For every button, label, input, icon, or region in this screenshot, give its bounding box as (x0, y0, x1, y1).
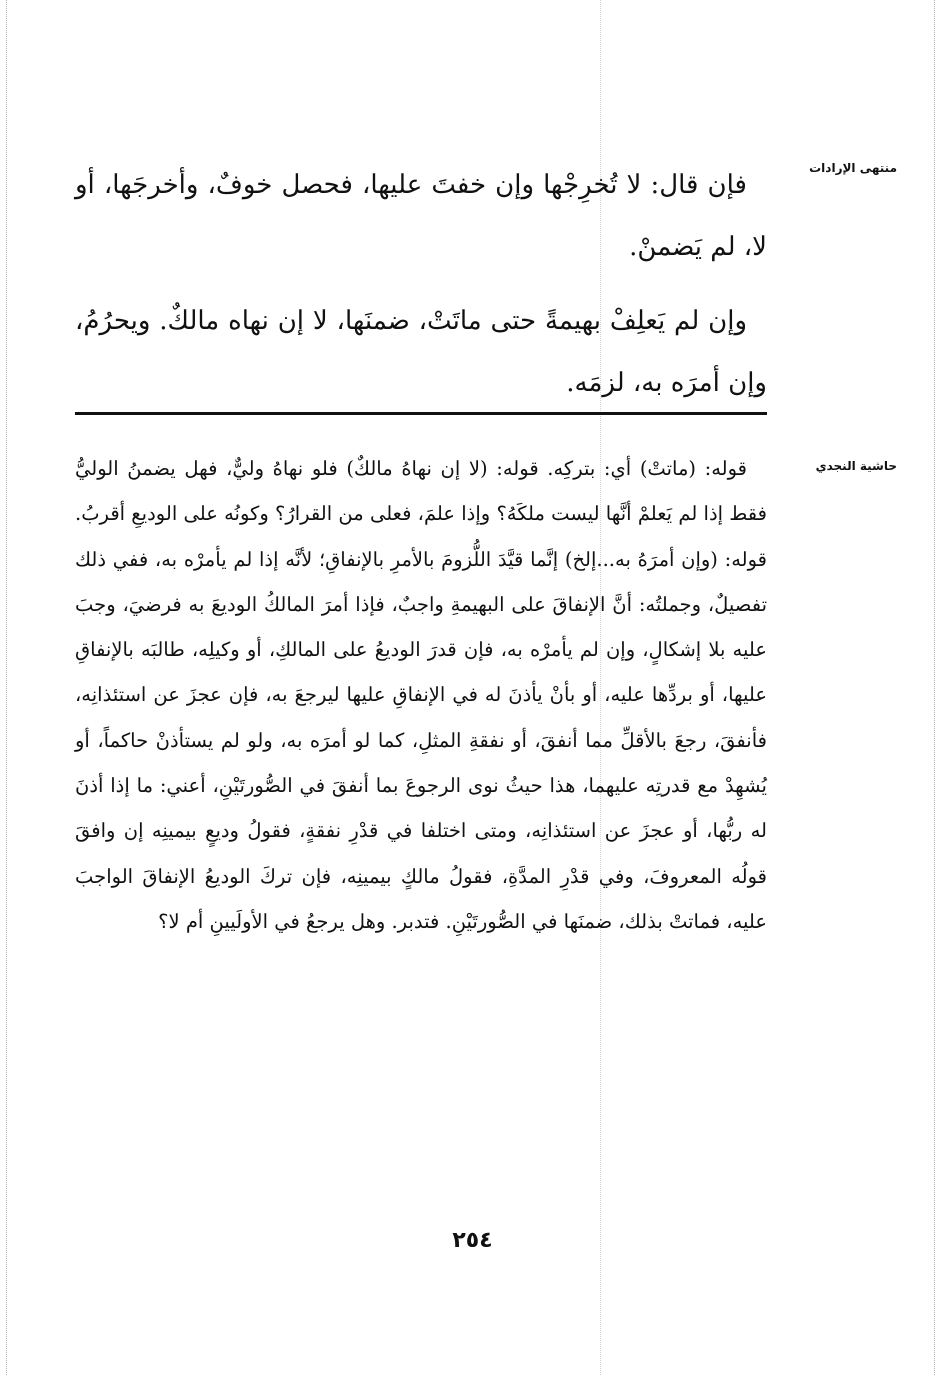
main-text-paragraph-2 (75, 290, 767, 414)
main-paragraph-1-text: فإن قال: لا تُخرِجْها وإن خفتَ عليها، فحصل خوفٌ، وأخرجَها، أو لا، لم يَضمنْ. (75, 170, 767, 262)
main-text-paragraph-1 (75, 154, 767, 278)
separator-rule (75, 412, 767, 415)
scan-edge-left (6, 0, 7, 1375)
main-paragraph-2-text: وإن لم يَعلِفْ بهيمةً حتى ماتَتْ، ضمنَها، لا إن نهاه مالكٌ. ويحرُمُ، وإن أمرَه به، لزمَه. (75, 306, 767, 398)
page-number: ٢٥٤ (452, 1228, 493, 1253)
commentary-label: حاشية النجدي (815, 459, 897, 473)
commentary-text: قوله: (ماتتْ) أي: بتركِه. قوله: (لا إن نهاهُ مالكٌ) فلو نهاهُ وليٌّ، فهل يضمنُ الوليُّ فقط إذا لم يَعلمْ أنَّها ليست ملكَهُ؟ وإذا علمَ، فعلى من القرارُ؟ وكونُه على الوديعِ أقربُ. قوله: (وإن أمرَهُ به...إلخ) إنَّما قيَّدَ اللُّزومَ بالأمرِ بالإنفاقِ؛ لأنَّه إذا لم يأمرْه به، ففي ذلك تفصيلٌ، وجملتُه: أنَّ الإنفاقَ على البهيمةِ واجبٌ، فإذا أمرَ المالكُ الوديعَ به فرضيَ، وجبَ عليه بلا إشكالٍ، وإن لم يأمرْه به، فإن قدرَ الوديعُ على المالكِ، أو وكيلِه، طالبَه بالإنفاقِ عليها، أو بردِّها عليه، أو بأنْ يأذنَ له في الإنفاقِ عليها ليرجعَ به، فإن عجزَ عن استئذانِه، فأنفقَ، رجعَ بالأقلِّ مما أنفقَ، أو نفقةِ المثلِ، كما لو أمرَه به، ولو لم يستأذنْ حاكماً، أو يُشهِدْ مع قدرتِه عليهما، هذا حيثُ نوى الرجوعَ بما أنفقَ في الصُّورتَيْنِ، أعني: ما إذا أذنَ له ربُّها، أو عجزَ عن استئذانِه، ومتى اختلفا في قدْرِ نفقةٍ، فقولُ وديعٍ بيمينِه إن وافقَ قولُه المعروفَ، وفي قدْرِ المدَّةِ، فقولُ مالكٍ بيمينِه، فإن تركَ الوديعُ الإنفاقَ الواجبَ عليه، فماتتْ بذلك، ضمنَها في الصُّورتَيْنِ. فتدبر. وهل يرجعُ في الأولَيينِ أم لا؟ (75, 457, 767, 933)
main-text-label: منتهى الإرادات (809, 161, 897, 175)
commentary-block (75, 446, 767, 944)
scan-edge-right (934, 0, 935, 1375)
